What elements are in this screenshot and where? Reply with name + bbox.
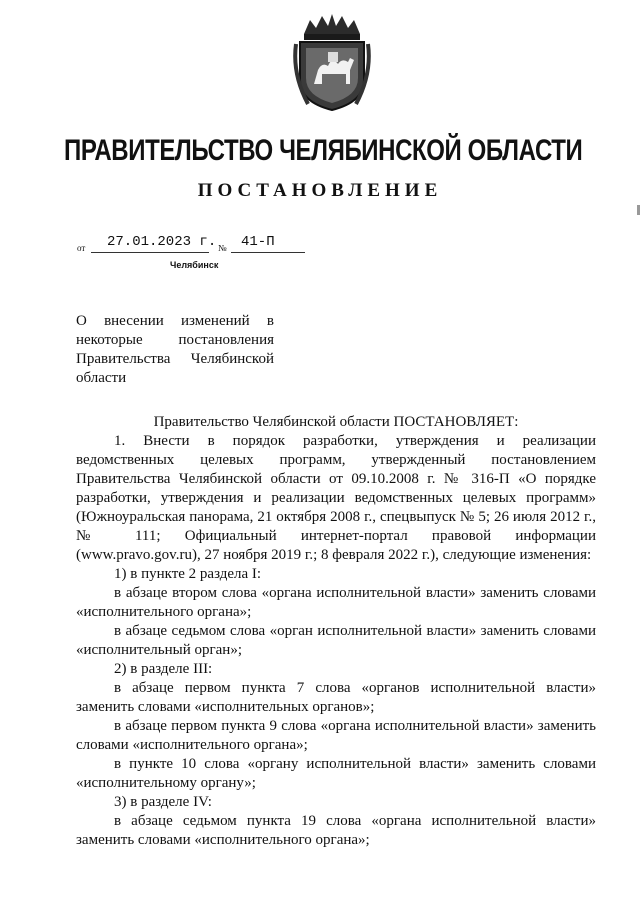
paragraph: в абзаце седьмом слова «орган исполнительной власти» заменить словами «исполнительный орган»; — [76, 623, 596, 658]
resolution-preamble: Правительство Челябинской области ПОСТАНОВЛЯЕТ: — [153, 414, 519, 430]
date-label: от — [77, 243, 86, 253]
paragraph: в абзаце втором слова «органа исполнительной власти» заменить словами «исполнительного органа»; — [76, 585, 596, 620]
document-subject: О внесении изменений в некоторые постановления Правительства Челябинской области — [76, 313, 274, 386]
document-body — [76, 413, 596, 850]
paragraph: в абзаце первом пункта 9 слова «органа исполнительной власти» заменить словами «исполнительного органа»; — [76, 718, 596, 753]
document-type-heading: ПОСТАНОВЛЕНИЕ — [197, 180, 443, 201]
paragraph: 3) в разделе IV: — [114, 794, 212, 810]
document-date: 27.01.2023 г. — [107, 234, 217, 250]
paragraph: в пункте 10 слова «органу исполнительной власти» заменить словами «исполнительному органу»; — [76, 756, 596, 791]
document-number: 41-П — [241, 234, 275, 250]
document-meta — [77, 232, 317, 258]
chelyabinsk-coat-of-arms-icon — [292, 14, 372, 112]
number-label: № — [218, 243, 227, 253]
paragraph: в абзаце первом пункта 7 слова «органов исполнительной власти» заменить словами «исполнительных органов»; — [76, 680, 596, 715]
paragraph: в абзаце седьмом пункта 19 слова «органа исполнительной власти» заменить словами «исполнительного органа»; — [76, 813, 596, 848]
paragraph: 1. Внести в порядок разработки, утверждения и реализации ведомственных целевых программ, утвержденный постановлением Правительства Челябинской области от 09.10.2008 г. № 316-П «О порядке разработки, утверждения и реализации ведомственных целевых программ» (Южноуральская панорама, 21 октября 2008 г., спецвыпуск № 5; 26 июля 2012 г., № 111; Официальный интернет-портал правовой информации (www.pravo.gov.ru), 27 ноября 2019 г.; 8 февраля 2022 г.), следующие изменения: — [76, 433, 596, 563]
paragraph: 2) в разделе III: — [114, 661, 213, 677]
date-underline — [91, 252, 209, 253]
number-underline — [231, 252, 305, 253]
city-label: Челябинск — [170, 260, 219, 270]
government-title: ПРАВИТЕЛЬСТВО ЧЕЛЯБИНСКОЙ ОБЛАСТИ — [64, 134, 583, 167]
paragraph: 1) в пункте 2 раздела I: — [114, 566, 262, 582]
